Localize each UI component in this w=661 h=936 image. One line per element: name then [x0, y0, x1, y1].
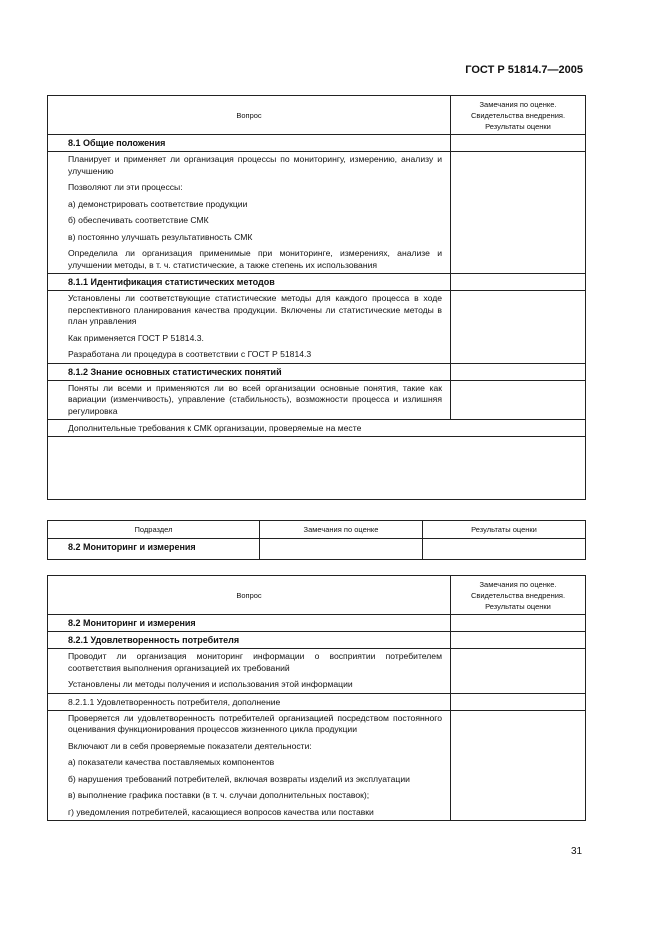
extra-requirements-field[interactable] — [48, 437, 586, 500]
column-header-subsection: Подраздел — [48, 521, 260, 539]
subsection-summary-table — [47, 520, 586, 560]
remarks-line: Результаты оценки — [485, 601, 551, 611]
answer-cell[interactable] — [451, 291, 586, 364]
answer-cell[interactable] — [451, 152, 586, 274]
answer-cell[interactable] — [451, 380, 586, 420]
answer-cell[interactable] — [451, 615, 586, 632]
remarks-line: Замечания по оценке. — [479, 579, 557, 589]
column-header-results: Результаты оценки — [423, 521, 586, 539]
question-cell — [48, 291, 451, 364]
question-text: Позволяют ли эти процессы: — [68, 182, 183, 192]
question-text: Проводит ли организация мониторинг информации о восприятии потребителем соответствия выполнения организацией их требований — [68, 651, 442, 673]
results-cell[interactable] — [423, 539, 586, 560]
assessment-table-8-2 — [47, 575, 586, 821]
question-text: Установлены ли методы получения и использования этой информации — [68, 679, 353, 689]
list-item: г) уведомления потребителей, касающиеся вопросов качества или поставки — [68, 806, 374, 817]
list-item: а) демонстрировать соответствие продукции — [68, 198, 248, 209]
remarks-line: Замечания по оценке. — [479, 99, 557, 109]
remarks-line: Результаты оценки — [485, 121, 551, 131]
section-heading: 8.1.1 Идентификация статистических методов — [48, 274, 451, 291]
page-number: 31 — [571, 846, 583, 857]
question-cell — [48, 380, 451, 420]
question-text: Проверяется ли удовлетворенность потребителей организацией посредством постоянного оценивания функционирования процессов жизненного цикла продукции — [68, 712, 442, 734]
section-heading: 8.2 Мониторинг и измерения — [48, 615, 451, 632]
column-header-remarks — [451, 576, 586, 615]
column-header-remarks: Замечания по оценке — [260, 521, 423, 539]
question-text: Установлены ли соответствующие статистические методы для каждого процесса в ходе перспективного планирования качества продукции. Включены ли статистические методы в план управления — [68, 293, 442, 326]
question-cell — [48, 649, 451, 694]
extra-requirements-label: Дополнительные требования к СМК организации, проверяемые на месте — [48, 420, 586, 437]
subsection-title: 8.2 Мониторинг и измерения — [48, 539, 260, 560]
question-text: Включают ли в себя проверяемые показатели деятельности: — [68, 740, 312, 751]
column-header-question: Вопрос — [48, 96, 451, 135]
question-text: Как применяется ГОСТ Р 51814.3. — [68, 332, 204, 343]
answer-cell[interactable] — [451, 274, 586, 291]
list-item: б) обеспечивать соответствие СМК — [68, 215, 209, 225]
answer-cell[interactable] — [451, 363, 586, 380]
list-item: а) показатели качества поставляемых компонентов — [68, 757, 275, 767]
column-header-remarks — [451, 96, 586, 135]
answer-cell[interactable] — [451, 693, 586, 710]
answer-cell[interactable] — [451, 710, 586, 821]
answer-cell[interactable] — [451, 135, 586, 152]
answer-cell[interactable] — [451, 632, 586, 649]
answer-cell[interactable] — [451, 649, 586, 694]
question-text: Разработана ли процедура в соответствии с ГОСТ Р 51814.3 — [68, 349, 312, 359]
section-heading: 8.2.1 Удовлетворенность потребителя — [48, 632, 451, 649]
question-cell — [48, 710, 451, 821]
subsection-heading: 8.2.1.1 Удовлетворенность потребителя, дополнение — [48, 693, 451, 710]
question-cell — [48, 152, 451, 274]
remarks-cell[interactable] — [260, 539, 423, 560]
remarks-line: Свидетельства внедрения. — [470, 110, 566, 120]
list-item: в) выполнение графика поставки (в т. ч. случаи дополнительных поставок); — [68, 790, 370, 800]
list-item: б) нарушения требований потребителей, включая возвраты изделий из эксплуатации — [68, 773, 410, 784]
section-heading: 8.1.2 Знание основных статистических понятий — [48, 363, 451, 380]
question-text: Определила ли организация применимые при мониторинге, измерениях, анализе и улучшении методы, в т. ч. статистические, а также степень их использования — [68, 248, 442, 270]
document-code: ГОСТ Р 51814.7—2005 — [465, 64, 583, 76]
column-header-question: Вопрос — [48, 576, 451, 615]
question-text: Планирует и применяет ли организация процессы по мониторингу, измерению, анализу и улучшению — [68, 154, 442, 176]
list-item: в) постоянно улучшать результативность СМК — [68, 231, 253, 242]
assessment-table-8-1 — [47, 95, 586, 500]
question-text: Поняты ли всеми и применяются ли во всей организации основные понятия, такие как вариации (изменчивость), управление (стабильность), возможности процесса и излишняя регулировка — [68, 382, 442, 416]
section-heading: 8.1 Общие положения — [48, 135, 451, 152]
remarks-line: Свидетельства внедрения. — [470, 590, 566, 600]
